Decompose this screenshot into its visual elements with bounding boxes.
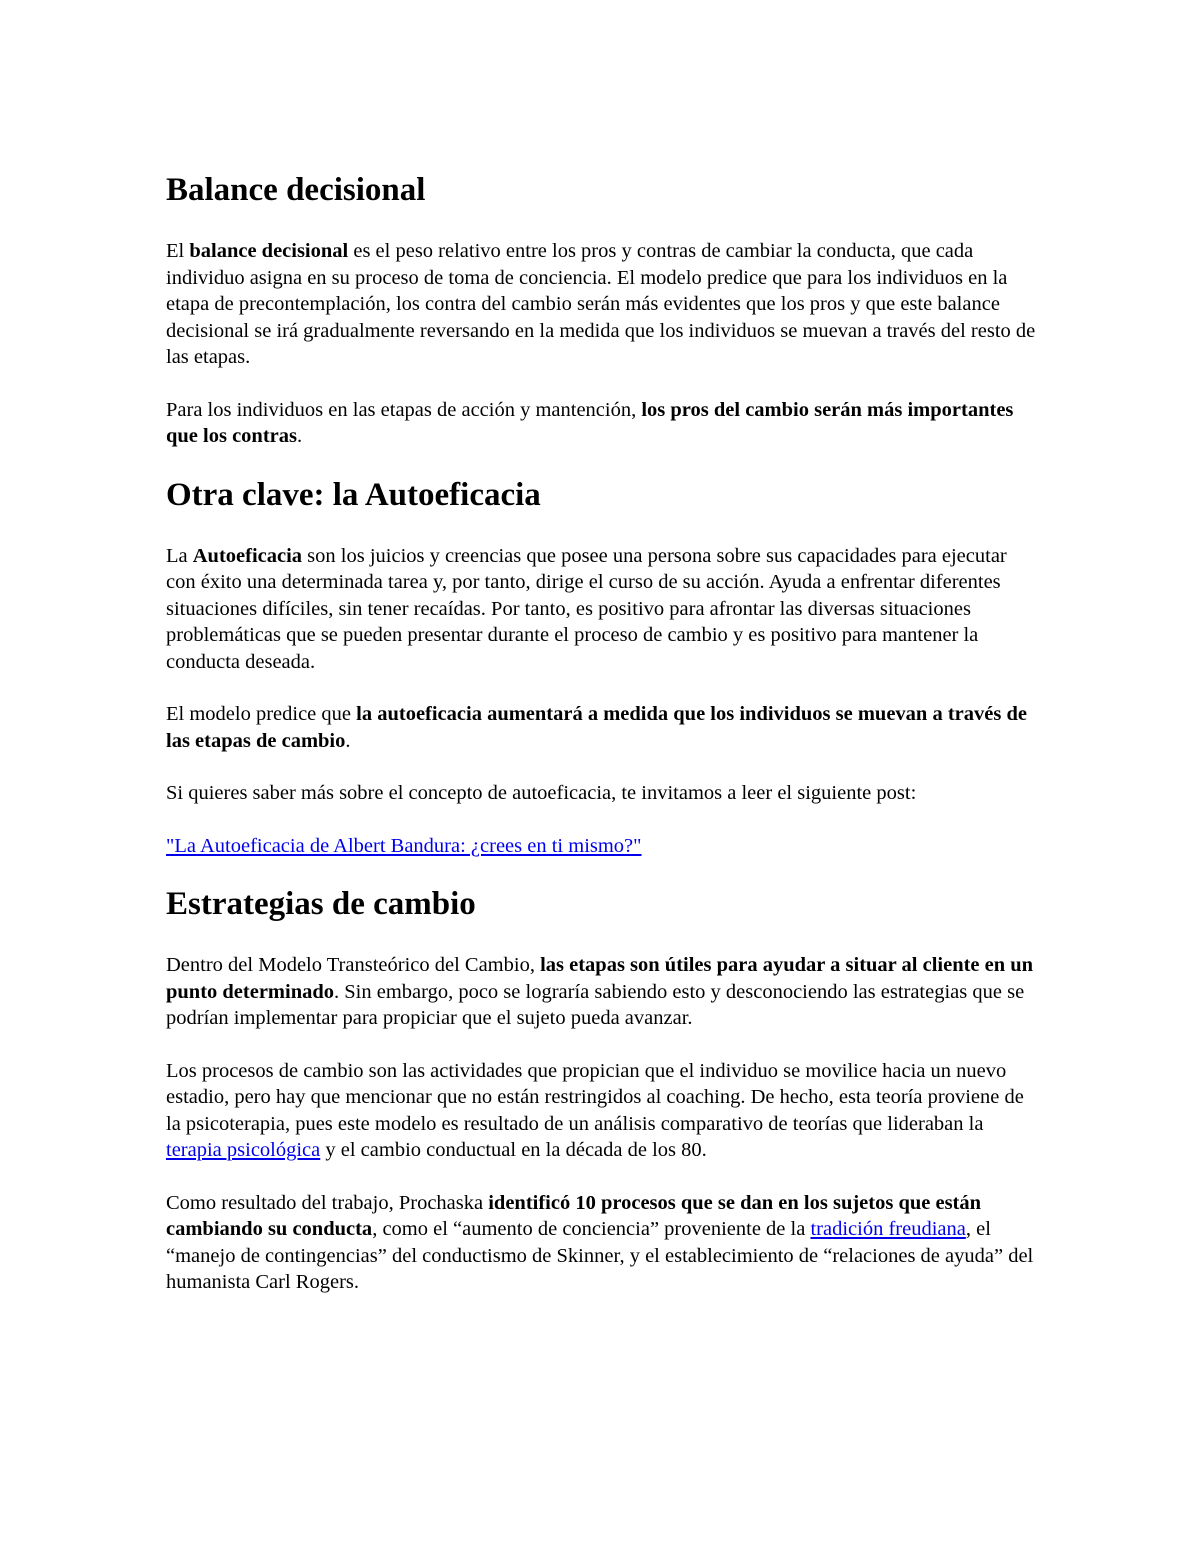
paragraph-autoeficacia-link	[166, 833, 1036, 860]
bold-text: la autoeficacia aumentará a medida que los individuos se muevan a través de las etapas de cambio	[166, 703, 1027, 752]
link-tradicion-freudiana[interactable]: tradición freudiana	[810, 1218, 966, 1240]
paragraph-balance-pros	[166, 397, 1036, 450]
bold-text: las etapas son útiles para ayudar a situar al cliente en un punto determinado	[166, 954, 1034, 1003]
link-terapia-psicologica[interactable]: terapia psicológica	[166, 1139, 321, 1161]
paragraph-estrategias-intro	[166, 952, 1036, 1032]
paragraph-prochaska	[166, 1190, 1036, 1296]
heading-autoeficacia: Otra clave: la Autoeficacia	[166, 476, 541, 513]
text-run: , el “manejo de contingencias” del conductismo de Skinner, y el establecimiento de “relaciones de ayuda” del humanista Carl Rogers.	[166, 1218, 1034, 1293]
text-run: , como el “aumento de conciencia” proveniente de la	[372, 1218, 811, 1240]
link-autoeficacia-bandura[interactable]: "La Autoeficacia de Albert Bandura: ¿crees en ti mismo?"	[166, 834, 642, 857]
paragraph-autoeficacia-invite: Si quieres saber más sobre el concepto de autoeficacia, te invitamos a leer el siguiente post:	[166, 782, 917, 804]
heading-estrategias-de-cambio: Estrategias de cambio	[166, 886, 476, 922]
text-run: El modelo predice que	[166, 703, 357, 725]
text-run: El	[166, 240, 190, 262]
text-run: Como resultado del trabajo, Prochaska	[166, 1191, 489, 1214]
bold-text: Autoeficacia	[192, 544, 303, 567]
bold-text: balance decisional	[189, 240, 349, 262]
text-run: . Sin embargo, poco se lograría sabiendo esto y desconociendo las estrategias que se podrían implementar para propiciar que el sujeto pueda avanzar.	[166, 980, 1025, 1029]
paragraph-autoeficacia-definition	[166, 543, 1036, 676]
bold-text: identificó 10 procesos que se dan en los sujetos que están cambiando su conducta	[166, 1191, 982, 1240]
text-run: Para los individuos en las etapas de acción y mantención,	[166, 398, 642, 421]
paragraph-balance-definition	[166, 238, 1036, 371]
paragraph-autoeficacia-prediction	[166, 701, 1036, 754]
heading-balance-decisional: Balance decisional	[166, 172, 426, 208]
text-run: .	[296, 425, 303, 447]
text-run: son los juicios y creencias que posee una persona sobre sus capacidades para ejecutar con éxito una determinada tarea y, por tanto, dirige el curso de su acción. Ayuda a enfrentar diferentes situaciones difíciles, sin tener recaídas. Por tanto, es positivo para afrontar las diversas situaciones problemáticas que se pueden presentar durante el proceso de cambio y es positivo para mantener la conducta deseada.	[166, 544, 1007, 673]
bold-text: los pros del cambio serán más importantes que los contras	[166, 398, 1014, 447]
paragraph-procesos-de-cambio	[166, 1058, 1036, 1164]
text-run: es el peso relativo entre los pros y contras de cambiar la conducta, que cada individuo asigna en su proceso de toma de conciencia. El modelo predice que para los individuos en la etapa de precontemplación, los contra del cambio serán más evidentes que los pros y que este balance decisional se irá gradualmente reversando en la medida que los individuos se muevan a través del resto de las etapas.	[166, 240, 1036, 368]
text-run: La	[166, 544, 193, 567]
text-run: Los procesos de cambio son las actividades que propician que el individuo se movilice hacia un nuevo estadio, pero hay que mencionar que no están restringidos al coaching. De hecho, esta teoría proviene de la psicoterapia, pues este modelo es resultado de un análisis comparativo de teorías que lideraban la	[166, 1059, 1024, 1135]
text-run: y el cambio conductual en la década de los 80.	[320, 1139, 707, 1161]
document-page	[166, 166, 1036, 1296]
text-run: .	[345, 729, 351, 752]
text-run: Dentro del Modelo Transteórico del Cambio,	[166, 954, 541, 976]
